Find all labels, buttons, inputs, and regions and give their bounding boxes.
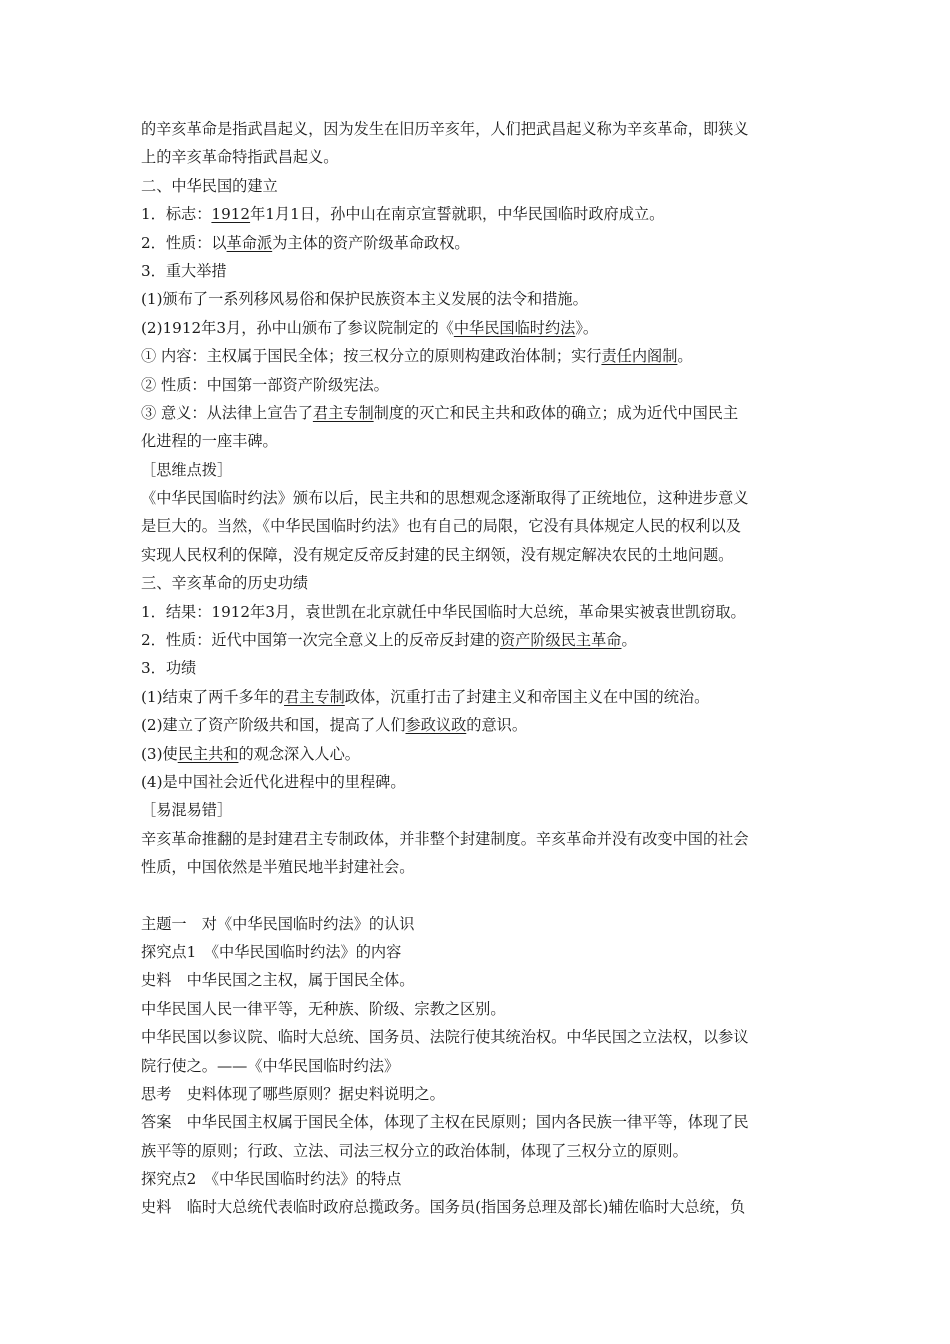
- text-segment: 1．标志：: [141, 205, 212, 224]
- text-line: [141, 1080, 813, 1108]
- text-line: [141, 371, 813, 399]
- text-line: [141, 569, 813, 597]
- text-segment: 。: [677, 347, 693, 366]
- text-segment: 2．性质：以: [141, 233, 227, 252]
- text-line: [141, 229, 813, 257]
- text-line: [141, 796, 813, 824]
- text-segment: (1)结束了两千多年的: [141, 687, 285, 706]
- text-line: [141, 711, 813, 739]
- text-line: [141, 966, 813, 994]
- text-segment: 探究点2 《中华民国临时约法》的特点: [141, 1170, 402, 1189]
- text-segment: 化进程的一座丰碑。: [141, 432, 278, 451]
- text-line: [141, 910, 813, 938]
- text-line: [141, 938, 813, 966]
- text-segment: (2)1912年3月，孙中山颁布了参议院制定的《: [141, 318, 454, 337]
- text-line: [141, 541, 813, 569]
- text-segment: 3．重大举措: [141, 261, 227, 280]
- text-segment: 思考 史料体现了哪些原则？据史料说明之。: [141, 1084, 445, 1103]
- text-segment: (2)建立了资产阶级共和国，提高了人们: [141, 716, 406, 735]
- underlined-term: 中华民国临时约法: [453, 318, 576, 337]
- text-segment: ① 内容：主权属于国民全体；按三权分立的原则构建政治体制；实行: [141, 347, 602, 366]
- text-segment: 制度的灭亡和民主共和政体的确立；成为近代中国民主: [373, 403, 739, 422]
- text-segment: (1)颁布了一系列移风易俗和保护民族资本主义发展的法令和措施。: [141, 290, 588, 309]
- underlined-term: 资产阶级民主革命: [499, 631, 622, 650]
- text-line: [141, 427, 813, 455]
- text-segment: 探究点1 《中华民国临时约法》的内容: [141, 942, 402, 961]
- text-segment: (4)是中国社会近代化进程中的里程碑。: [141, 772, 406, 791]
- underlined-term: 1912: [211, 205, 251, 224]
- text-segment: 年1月1日，孙中山在南京宣誓就职，中华民国临时政府成立。: [250, 205, 665, 224]
- text-line: [141, 768, 813, 796]
- text-line: [141, 654, 813, 682]
- text-line: [141, 626, 813, 654]
- underlined-term: 君主专制: [284, 687, 345, 706]
- text-segment: 是巨大的。当然，《中华民国临时约法》也有自己的局限，它没有具体规定人民的权利以及: [141, 517, 741, 536]
- text-segment: 中华民国以参议院、临时大总统、国务员、法院行使其统治权。中华民国之立法权，以参议: [141, 1028, 749, 1047]
- text-segment: ③ 意义：从法律上宣告了: [141, 403, 313, 422]
- paragraph-gap: [141, 882, 813, 910]
- text-line: [141, 683, 813, 711]
- text-line: [141, 1165, 813, 1193]
- text-segment: 院行使之。——《中华民国临时约法》: [141, 1056, 400, 1075]
- underlined-term: 革命派: [226, 233, 273, 252]
- text-line: [141, 853, 813, 881]
- text-segment: 》。: [575, 318, 599, 337]
- text-segment: 的辛亥革命是指武昌起义，因为发生在旧历辛亥年，人们把武昌起义称为辛亥革命，即狭义: [141, 120, 749, 138]
- text-line: [141, 1108, 813, 1136]
- text-segment: 1．结果：1912年3月，袁世凯在北京就任中华民国临时大总统，革命果实被袁世凯窃取。: [141, 602, 746, 621]
- text-segment: 实现人民权利的保障，没有规定反帝反封建的民主纲领，没有规定解决农民的土地问题。: [141, 545, 734, 564]
- text-line: [141, 484, 813, 512]
- text-segment: 主题一 对《中华民国临时约法》的认识: [141, 914, 415, 933]
- text-line: [141, 143, 813, 171]
- text-segment: 答案 中华民国主权属于国民全体，体现了主权在民原则；国内各民族一律平等，体现了民: [141, 1113, 749, 1132]
- text-line: [141, 1193, 813, 1221]
- text-line: [141, 825, 813, 853]
- text-segment: 的观念深入人心。: [238, 744, 360, 763]
- text-segment: 三、辛亥革命的历史功绩: [141, 574, 309, 593]
- text-line: [141, 456, 813, 484]
- text-segment: 2．性质：近代中国第一次完全意义上的反帝反封建的: [141, 631, 500, 650]
- text-line: [141, 172, 813, 200]
- text-segment: 族平等的原则；行政、立法、司法三权分立的政治体制，体现了三权分立的原则。: [141, 1141, 688, 1160]
- text-segment: 《中华民国临时约法》颁布以后，民主共和的思想观念逐渐取得了正统地位，这种进步意义: [141, 489, 749, 508]
- text-segment: 上的辛亥革命特指武昌起义。: [141, 148, 339, 167]
- text-segment: 二、中华民国的建立: [141, 176, 278, 195]
- underlined-term: 责任内阁制: [601, 347, 678, 366]
- text-segment: 史料 中华民国之主权，属于国民全体。: [141, 971, 415, 990]
- underlined-term: 君主专制: [312, 403, 374, 422]
- underlined-term: 民主共和: [177, 744, 239, 763]
- text-line: [141, 740, 813, 768]
- text-segment: 辛亥革命推翻的是封建君主专制政体，并非整个封建制度。辛亥革命并没有改变中国的社会: [141, 829, 749, 848]
- text-line: [141, 257, 813, 285]
- text-segment: 史料 临时大总统代表临时政府总揽政务。国务员(指国务总理及部长)辅佐临时大总统，负: [141, 1198, 746, 1217]
- text-line: [141, 399, 813, 427]
- text-segment: 的意识。: [466, 716, 528, 735]
- text-segment: ［易混易错］: [141, 801, 233, 820]
- text-line: [141, 285, 813, 313]
- text-line: [141, 512, 813, 540]
- document-page: [141, 115, 813, 1222]
- text-segment: (3)使: [141, 744, 178, 763]
- text-line: [141, 314, 813, 342]
- text-segment: ② 性质：中国第一部资产阶级宪法。: [141, 375, 389, 394]
- text-line: [141, 200, 813, 228]
- text-segment: 3．功绩: [141, 659, 197, 678]
- text-line: [141, 1137, 813, 1165]
- text-segment: 。: [621, 631, 637, 650]
- underlined-term: 参政议政: [405, 716, 467, 735]
- text-line: [141, 995, 813, 1023]
- text-segment: 政体，沉重打击了封建主义和帝国主义在中国的统治。: [344, 687, 710, 706]
- text-line: [141, 598, 813, 626]
- text-segment: 为主体的资产阶级革命政权。: [272, 233, 470, 252]
- text-line: [141, 1023, 813, 1051]
- text-line: [141, 115, 813, 143]
- text-segment: 中华民国人民一律平等，无种族、阶级、宗教之区别。: [141, 999, 506, 1018]
- text-line: [141, 342, 813, 370]
- text-segment: ［思维点拨］: [141, 460, 233, 479]
- text-line: [141, 1052, 813, 1080]
- text-segment: 性质，中国依然是半殖民地半封建社会。: [141, 858, 415, 877]
